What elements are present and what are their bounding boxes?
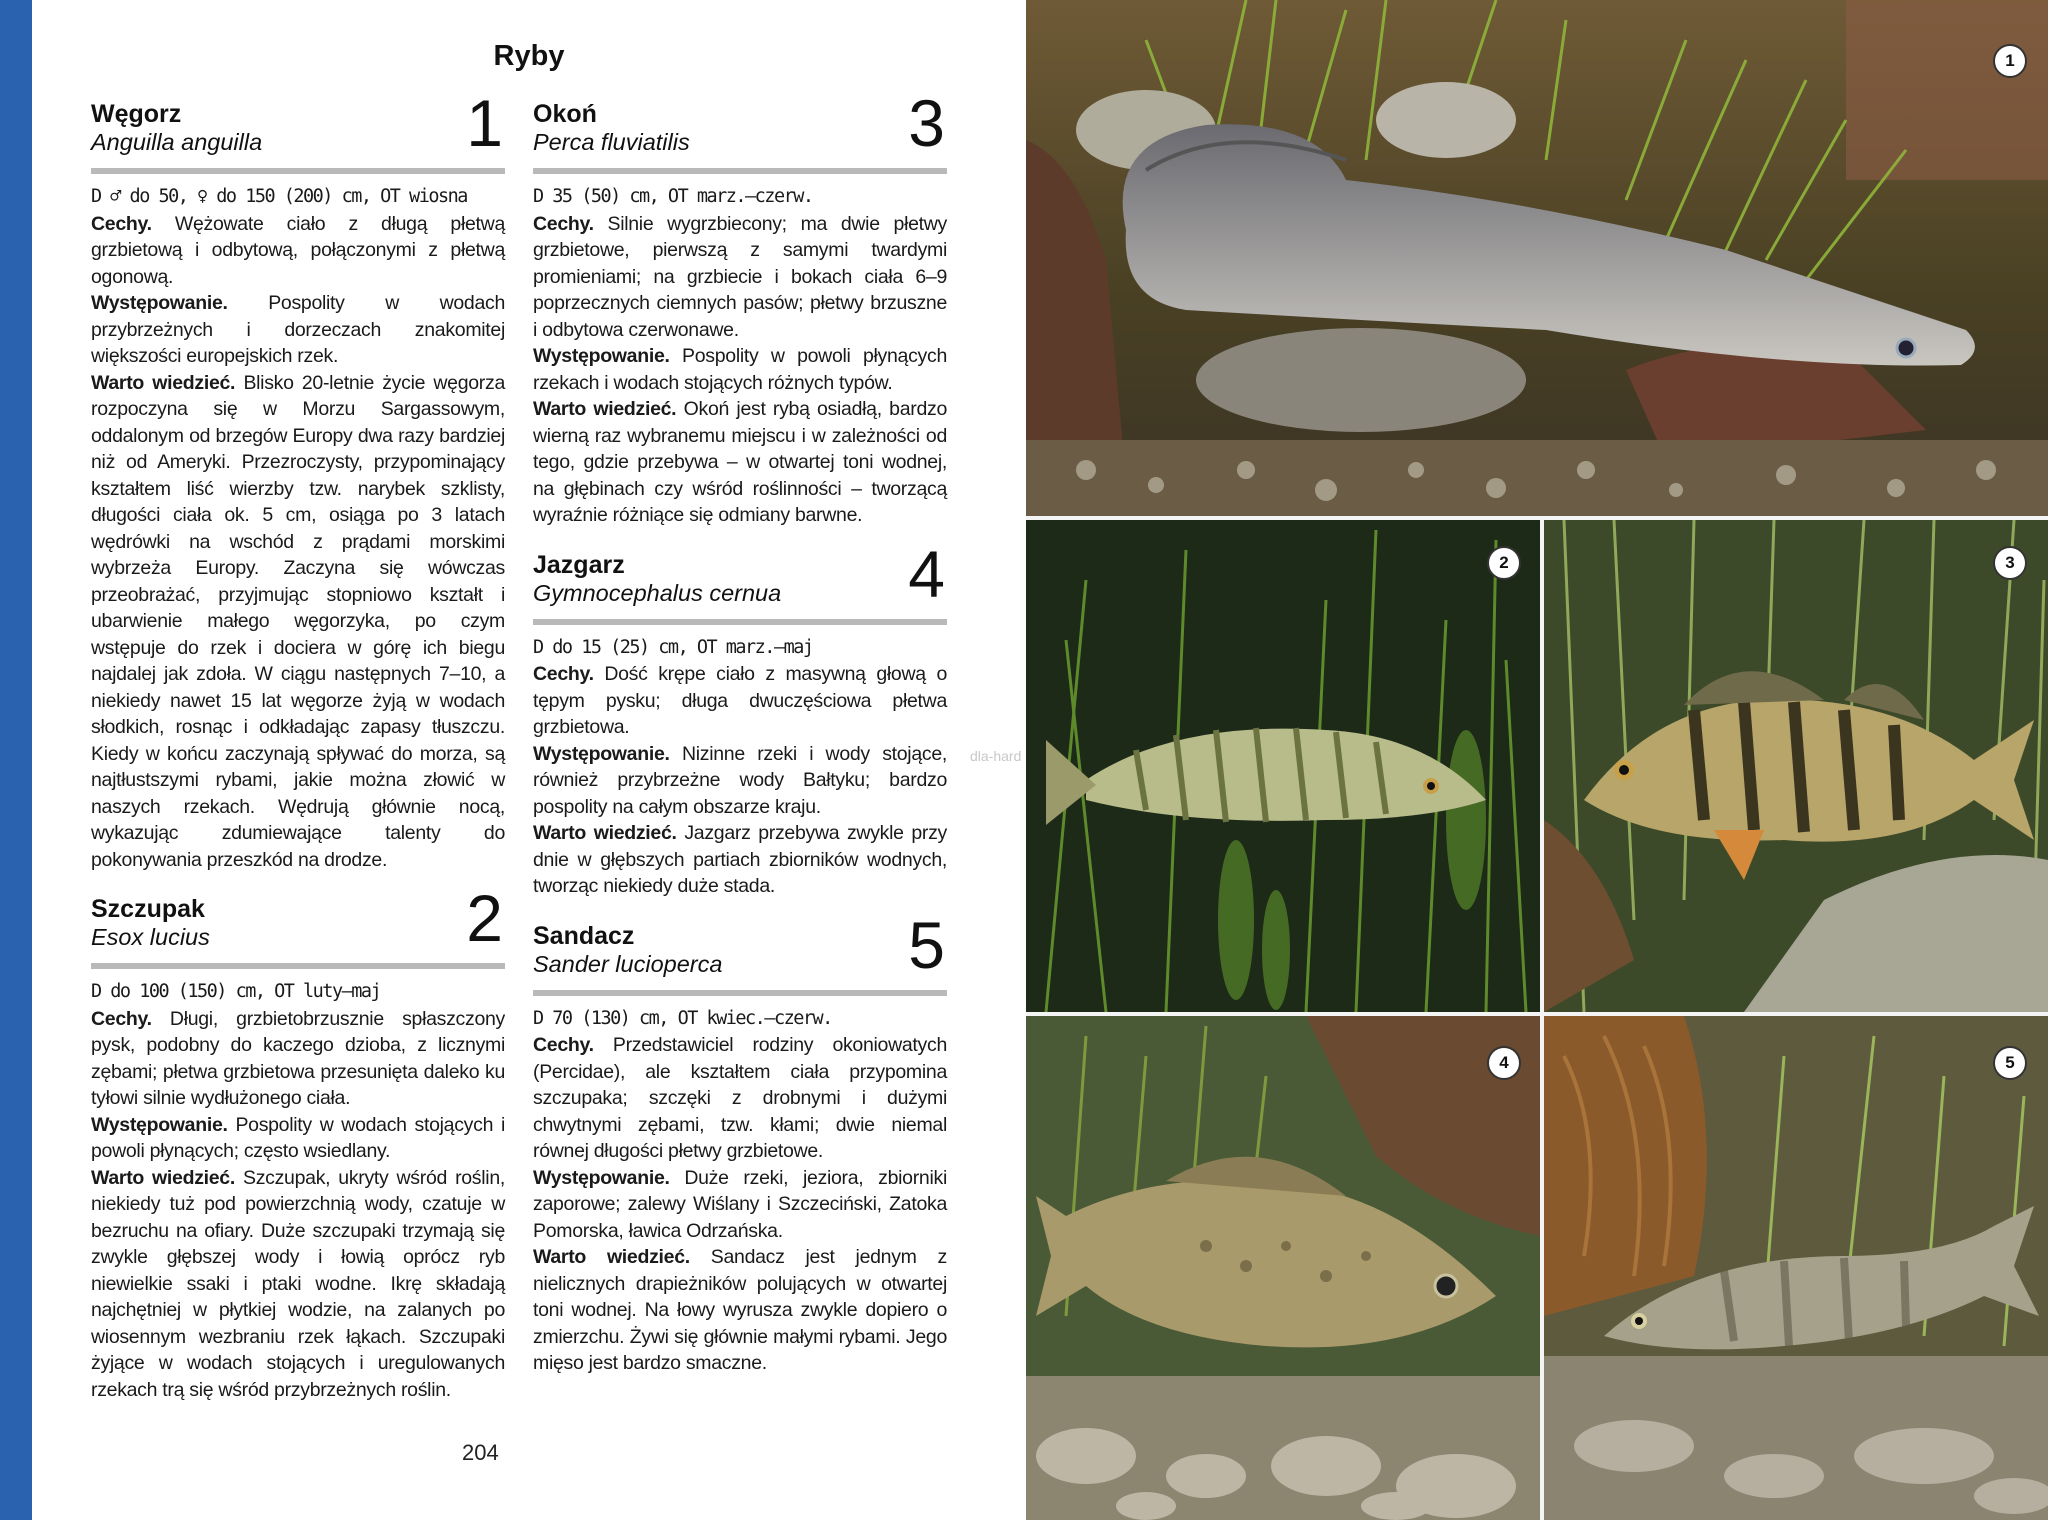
species-entry-5 (533, 907, 947, 1377)
facts-text: Szczupak, ukryty wśród roślin, niekiedy tuż pod powierzchnią wody, czatuje w bezruchu na ofiary. Duże szczupaki trzymają się zwykle głębszej wody i łowią oprócz ryb niewielkie ssaki i ptaki wodne. Ikrę składają najchętniej w płytkiej wodzie, na zalanych po wiosennym wezbraniu rzek łąkach. Szczupaki żyjące w wodach stojących i uregulowanych rzekach trą się wśród przybrzeżnych roślin. (91, 1166, 505, 1401)
latin-name: Anguilla anguilla (91, 129, 263, 155)
features-paragraph (533, 211, 947, 344)
section-title: Ryby (493, 40, 565, 72)
facts-paragraph (91, 1165, 505, 1404)
occurrence-label: Występowanie. (91, 1113, 228, 1136)
occurrence-text: Pospolity w wodach stojących i powoli płynących; często wsiedlany. (91, 1113, 505, 1162)
species-number: 1 (466, 86, 503, 160)
species-entry-2 (91, 881, 505, 1403)
facts-label: Warto wiedzieć. (533, 822, 677, 844)
facts-paragraph (91, 370, 505, 874)
facts-label: Warto wiedzieć. (91, 371, 236, 394)
facts-text: Okoń jest rybą osiadłą, bardzo wierną raz wybranemu miejscu i w zależności od tego, gdzie przebywa – w otwartej toni wodnej, na głębinach czy wśród roślinności – tworzącą wyraźnie różniące się odmiany barwne. (533, 398, 947, 526)
facts-paragraph (533, 396, 947, 529)
common-name: Okoń (533, 100, 597, 128)
occurrence-label: Występowanie. (533, 1166, 670, 1189)
occurrence-text: Pospolity w powoli płynących rzekach i wodach stojących różnych typów. (533, 345, 947, 394)
occurrence-text: Duże rzeki, jeziora, zbiorniki zaporowe; zalewy Wiślany i Szczeciński, Zatoka Pomorska, ławica Odrzańska. (533, 1166, 947, 1242)
text-page (32, 0, 1026, 1520)
photo-pike (1026, 520, 1540, 1012)
common-name: Sandacz (533, 921, 635, 950)
features-label: Cechy. (533, 212, 594, 235)
features-text: Wężowate ciało z długą płetwą grzbietową i odbytową, połączonymi z płetwą ogonową. (91, 212, 505, 288)
species-header (91, 881, 505, 969)
photo-eel (1026, 0, 2048, 516)
features-paragraph (91, 1006, 505, 1112)
page-edge-bar (0, 0, 32, 1520)
species-entry-4 (533, 536, 948, 900)
occurrence-paragraph (533, 741, 947, 821)
species-header (533, 86, 947, 174)
features-label: Cechy. (533, 663, 594, 685)
species-number: 4 (908, 536, 945, 611)
species-entry-1 (91, 86, 505, 873)
species-stats: D ♂ do 50, ♀ do 150 (200) cm, OT wiosna (91, 186, 467, 207)
occurrence-paragraph (91, 1112, 505, 1165)
facts-text: Blisko 20-letnie życie węgorza rozpoczyna się w Morzu Sargassowym, oddalonym od brzegów Europy dwa razy bardziej niż od Ameryki. Przezroczysty, przypominający kształtem liść wierzby tzw. narybek szklisty, długości ciała ok. 5 cm, osiąga po 3 latach wędrówki na wschód z prądami morskimi wybrzeża Europy. Zaczyna się wówczas przeobrażać, przyjmując stopniowo kształt i ubarwienie małego węgorzyka, po czym wstępuje do rzek i dociera w górę ich biegu najdalej jak zdoła. W ciągu następnych 7–10, a niekiedy nawet 15 lat węgorze żyją w wodach słodkich, rosnąc i odkładając zapasy tłuszczu. Kiedy w końcu zaczynają spływać do morza, są najtłustszymi rybami, jakie można złowić w naszych rzekach. Wędrują głównie nocą, wykazując zdumiewające talenty do pokonywania przeszkód na drodze. (91, 371, 505, 871)
features-text: Silnie wygrzbiecony; ma dwie płetwy grzbietowe, pierwszą z samymi twardymi promieniami; na grzbiecie i bokach ciała 6–9 poprzecznych ciemnych pasów; płetwy brzuszne i odbytowa czerwonawe. (533, 212, 947, 341)
facts-label: Warto wiedzieć. (533, 398, 677, 420)
facts-label: Warto wiedzieć. (533, 1246, 690, 1268)
occurrence-label: Występowanie. (533, 345, 670, 367)
occurrence-text: Pospolity w wodach przybrzeżnych i dorzeczach znakomitej większości europejskich rzek. (91, 292, 505, 367)
photo-badge-3: 3 (1993, 546, 2027, 580)
occurrence-label: Występowanie. (91, 292, 228, 314)
right-column (533, 86, 948, 1397)
occurrence-paragraph (533, 343, 947, 396)
photo-badge-1: 1 (1993, 44, 2027, 78)
species-number: 3 (908, 86, 945, 160)
features-text: Długi, grzbietobrzusznie spłaszczony pysk, podobny do kaczego dzioba, z licznymi zębami; płetwa grzbietowa przesunięta daleko ku tyłowi silnie wydłużonego ciała. (91, 1007, 505, 1109)
species-stats: D 70 (130) cm, OT kwiec.–czerw. (533, 1007, 832, 1029)
species-entry-3 (533, 86, 947, 529)
occurrence-paragraph (91, 290, 505, 370)
occurrence-paragraph (533, 1165, 947, 1245)
species-header (91, 86, 505, 174)
common-name: Szczupak (91, 895, 205, 923)
photo-page (1026, 0, 2048, 1520)
features-paragraph (533, 1032, 947, 1165)
latin-name: Gymnocephalus cernua (533, 579, 782, 606)
features-label: Cechy. (533, 1034, 594, 1056)
facts-text: Sandacz jest jednym z nielicznych drapieżników polujących w otwartej toni wodnej. Na łowy wyrusza zwykle dopiero o zmierzchu. Żywi się głównie małymi rybami. Jego mięso jest bardzo smaczne. (533, 1246, 947, 1374)
features-label: Cechy. (91, 212, 152, 235)
facts-label: Warto wiedzieć. (91, 1166, 235, 1189)
species-stats: D do 100 (150) cm, OT luty–maj (91, 981, 381, 1002)
page-number: 204 (462, 1440, 499, 1465)
facts-paragraph (533, 1244, 947, 1377)
features-text: Przedstawiciel rodziny okoniowatych (Percidae), ale kształtem ciała przypomina szczupaka; szczęki z drobnymi i dużymi chwytnymi zębami, tzw. kłami; dwie niemal równej długości płetwy grzbietowe. (533, 1034, 947, 1162)
photo-ruffe (1026, 1016, 1540, 1520)
photo-perch (1544, 520, 2048, 1012)
photo-zander (1544, 1016, 2048, 1520)
species-number: 5 (908, 907, 945, 982)
species-header (533, 907, 947, 996)
facts-paragraph (533, 820, 947, 900)
occurrence-label: Występowanie. (533, 742, 670, 765)
species-stats: D 35 (50) cm, OT marz.–czerw. (533, 186, 813, 207)
features-paragraph (91, 211, 505, 291)
species-header (533, 536, 947, 625)
photo-badge-4: 4 (1487, 1046, 1521, 1080)
photo-badge-2: 2 (1487, 546, 1521, 580)
latin-name: Perca fluviatilis (533, 129, 690, 155)
species-number: 2 (466, 881, 503, 955)
common-name: Węgorz (91, 100, 182, 128)
features-label: Cechy. (91, 1007, 152, 1030)
common-name: Jazgarz (533, 550, 625, 579)
occurrence-text: Nizinne rzeki i wody stojące, również przybrzeżne wody Bałtyku; bardzo pospolity na całym obszarze kraju. (533, 742, 947, 818)
features-text: Dość krępe ciało z masywną głową o tępym pysku; długa dwuczęściowa płetwa grzbietowa. (533, 663, 947, 738)
latin-name: Esox lucius (91, 924, 210, 950)
facts-text: Jazgarz przebywa zwykle przy dnie w głębszych partiach zbiorników wodnych, tworząc niekiedy duże stada. (533, 822, 948, 897)
species-stats: D do 15 (25) cm, OT marz.–maj (533, 636, 813, 658)
watermark-text: dla-hard (970, 748, 1022, 764)
photo-badge-5: 5 (1993, 1046, 2027, 1080)
left-column (91, 86, 505, 1423)
latin-name: Sander lucioperca (533, 950, 723, 977)
features-paragraph (533, 661, 947, 741)
